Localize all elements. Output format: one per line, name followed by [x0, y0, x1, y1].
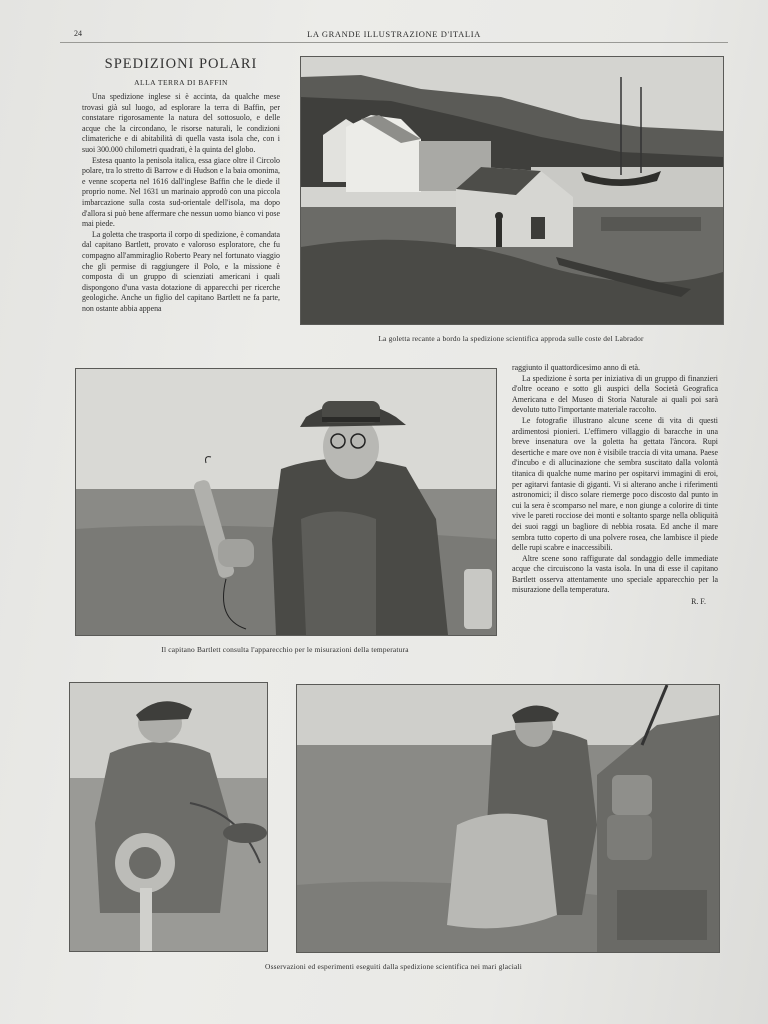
- paragraph: raggiunto il quattordicesimo anno di età.: [512, 363, 640, 372]
- photo-captain-bartlett: [75, 368, 497, 636]
- article-title: SPEDIZIONI POLARI: [104, 56, 258, 72]
- page-number: 24: [74, 29, 82, 38]
- article-signature: R. F.: [691, 597, 706, 607]
- paragraph: Una spedizione inglese si è accinta, da qualche mese trovasi già sul luogo, ad esplorare la terra di Baffin, per constatare rigorosamente la natura del sottosuolo, e delle acque che la circondano, le risorse naturali, le condizioni climateriche e di abitabilità di quella vasta isola che, con i suoi 300.000 chilometri quadrati, è la quinta del globo.: [82, 92, 280, 154]
- paragraph: Altre scene sono raffigurate dal sondaggio delle immediate acque che circuiscono la vasta isola. In una di esse il capitano Bartlett osserva attentamente uno speciale apparecchio per la misurazione della temperatura.: [512, 553, 718, 595]
- running-head: [60, 26, 728, 43]
- photo-caption: Il capitano Bartlett consulta l'apparecchio per le misurazioni della temperatura: [161, 645, 409, 654]
- photo-caption: La goletta recante a bordo la spedizione scientifica approda sulle coste del Labrador: [378, 334, 644, 343]
- article-column-right: [512, 363, 718, 608]
- article-subtitle: ALLA TERRA DI BAFFIN: [134, 78, 228, 87]
- photo-sailor-net: [296, 684, 720, 953]
- magazine-title: LA GRANDE ILLUSTRAZIONE D'ITALIA: [307, 29, 481, 39]
- paragraph: La goletta che trasporta il corpo di spedizione, è comandata dal capitano Bartlett, provato e valoroso esploratore, che fu compagno all'ammiraglio Roberto Peary nel fortunato viaggio che gli permise di raggiungere il Polo, e la missione è composta di un gruppo di scienziati americani i quali dispongono d'una vasta dotazione di apparecchi per ricerche geologiche. Anche un figlio del capitano Bartlett ne fa parte, non ostante abbia appena: [82, 229, 280, 313]
- paragraph: Estesa quanto la penisola italica, essa giace oltre il Circolo polare, tra lo stretto di Barrow e di Hudson e la baia omonima, e venne scoperta nel 1616 dall'inglese Baffin che le diede il proprio nome. Nel 1631 un marinaio approdò con una piccola imbarcazione sulla costa sud-orientale dell'isola, ma dopo d'allora si può bene affermare che nessun uomo bianco vi pose mai piede.: [82, 155, 280, 229]
- article-column-left: [82, 92, 280, 314]
- photo-schooner-harbour: [300, 56, 724, 325]
- photo-sailor-winch: [69, 682, 268, 952]
- paragraph: Le fotografie illustrano alcune scene di vita di questi ardimentosi pionieri. L'effimero villaggio di baracche in una breve insenatura ove la goletta ha gettata l'àncora. Rupi desertiche e mare ove non è visibile traccia di vita umana. Paese d'incubo e di allucinazione che sembra suscitato dalla volontà titanica di qualche nume marino per ospitarvi immagini di eroi, per agitarvi fantasie di giganti. Vi si alterano anche i riferimenti astronomici; il disco solare riemerge poco discosto dal punto in cui la sera è scomparso nel mare, e non giunge a colorire di tinte vive le pareti rocciose dei monti e soltanto sparge nella obliquità dei suoi raggi un bagliore di nebbia rosata. Ed anche il mare sembra tutto coperto di una polvere rosea, che lambisce il piede delle rupi scabre e inaccessibili.: [512, 415, 718, 553]
- paragraph: La spedizione è sorta per iniziativa di un gruppo di finanzieri d'oltre oceano e sotto gli auspici della Società Geografica Americana e del Museo di Storia Naturale ai quali poi sarà devoluto tutto l'importante materiale raccolto.: [512, 373, 718, 415]
- photo-caption: Osservazioni ed esperimenti eseguiti dalla spedizione scientifica nei mari glaciali: [265, 962, 522, 971]
